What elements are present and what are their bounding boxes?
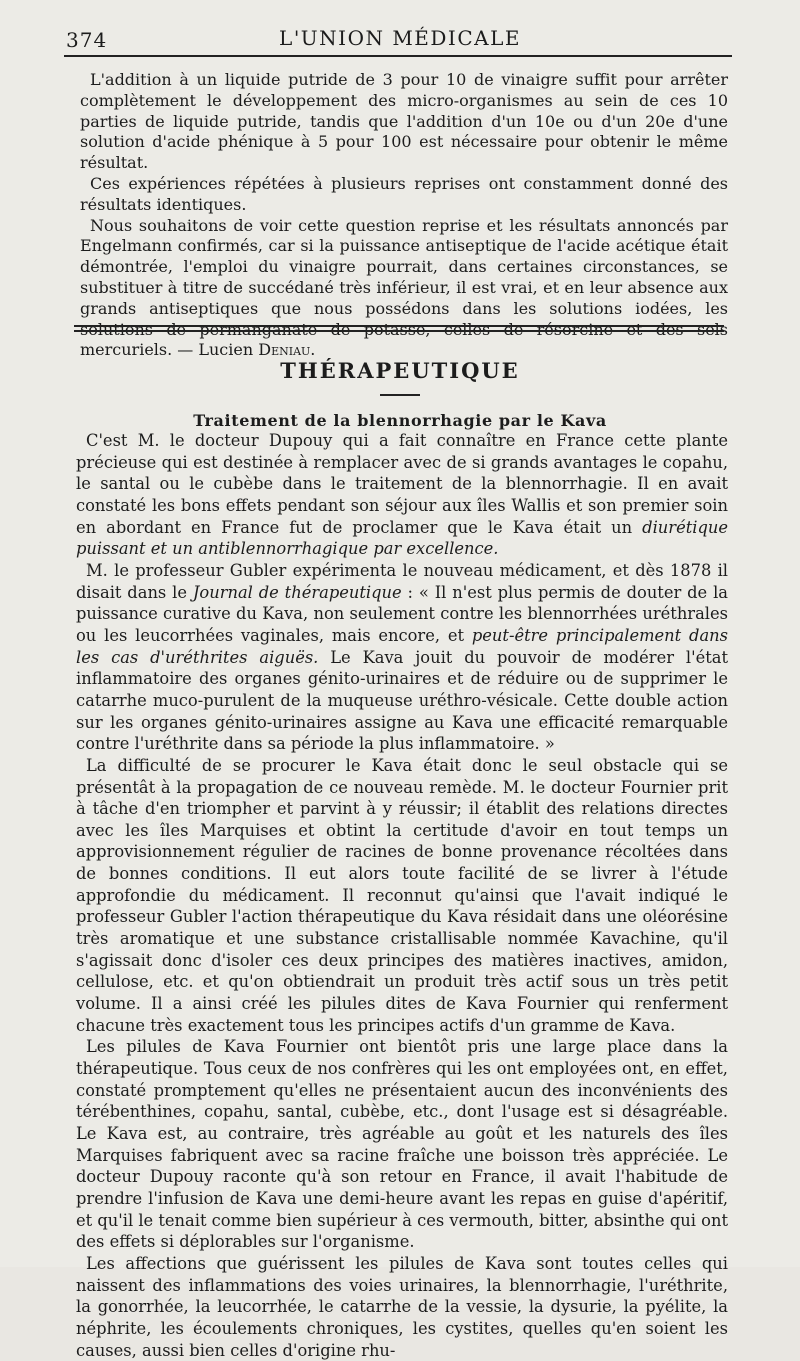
paragraph: Les pilules de Kava Fournier ont bientôt pris une large place dans la thérapeutique. Tous ceux de nos confrères qui les ont employées ont, en effet, constaté promptement qu'elles ne présentaient aucun des inconvénients des térébenthines, copahu, santal, cubèbe, etc., dont l'usage est si désagréable. Le Kava est, au contraire, très agréable au goût et les naturels des îles Marquises fabriquent avec sa racine fraîche une boisson très appréciée. Le docteur Dupouy raconte qu'à son retour en France, il avait l'habitude de prendre l'infusion de Kava une demi-heure avant les repas en guise d'apéritif, et qu'il le tenait comme bien supérieur à ces vermouth, bitter, absinthe qui ont des effets si déplorables sur l'organisme. [76, 1037, 728, 1252]
section-divider [74, 325, 724, 332]
section-title: THÉRAPEUTIQUE [280, 358, 520, 383]
header-rule [64, 55, 732, 57]
paragraph: L'addition à un liquide putride de 3 pour 10 de vinaigre suffit pour arrêter complètement le développement des micro-organismes au sein de ces 10 parties de liquide putride, tandis que l'addition d'un 10e ou d'un 20e d'une solution d'acide phénique à 5 pour 100 est nécessaire pour obtenir le même résultat. [80, 70, 728, 173]
paragraph: Les affections que guérissent les pilules de Kava sont toutes celles qui naissent des inflammations des voies urinaires, la blennorrhagie, l'uréthrite, la gonorrhée, la leucorrhée, le catarrhe de la vessie, la dysurie, la pyélite, la néphrite, les écoulements chroniques, les cystites, quelles qu'en soient les causes, aussi bien celles d'origine rhu- [76, 1253, 728, 1360]
italic-phrase: peut-être principalement dans les cas d'uréthrites aiguës. [76, 625, 728, 667]
paragraph-text: M. le professeur Gubler expérimenta le nouveau médicament, et dès 1878 il disait dans le [76, 560, 728, 602]
paragraph-text: Nous souhaitons de voir cette question reprise et les résultats annoncés par Engelmann confirmés, car si la puissance antiseptique de l'acide acétique était démontrée, l'emploi du vinaigre pourrait, dans certaines circonstances, se substituer à titre de succédané très inférieur, il est vrai, et en leur absence aux grands antiseptiques que nous possédons dans les solutions iodées, les solutions de permanganate de potasse, celles de résorcine et des sels mercuriels. — Lucien [80, 215, 728, 360]
first-section-text [80, 70, 728, 361]
italic-phrase: diurétique puissant et un antiblennorrhagique par excellence. [76, 517, 728, 559]
paragraph [76, 430, 728, 560]
page-header [0, 22, 800, 52]
paragraph: La difficulté de se procurer le Kava était donc le seul obstacle qui se présentât à la propagation de ce nouveau remède. M. le docteur Fournier prit à tâche d'en triompher et parvint à y réussir; il établit des relations directes avec les îles Marquises et obtint la certitude d'avoir en tout temps un approvisionnement régulier de racines de bonne provenance récoltées dans de bonnes conditions. Il eut alors toute facilité de se livrer à l'étude approfondie du médicament. Il reconnut qu'ainsi que l'avait indiqué le professeur Gubler l'action thérapeutique du Kava résidait dans une oléorésine très aromatique et une substance cristallisable nommée Kavachine, qu'il s'agissait donc d'isoler ces deux principes des matières inactives, amidon, cellulose, etc. et qu'on obtiendrait un produit très actif sous un très petit volume. Il a ainsi créé les pilules dites de Kava Fournier qui renferment chacune très exactement tous les principes actifs d'un gramme de Kava. [76, 755, 728, 1035]
paragraph-text: C'est M. le docteur Dupouy qui a fait connaître en France cette plante précieuse qui est destinée à remplacer avec de si grands avantages le copahu, le santal ou le cubèbe dans le traitement de la blennorrhagie. Il en avait constaté les bons effets pendant son séjour aux îles Wallis et son premier soin en abordant en France fut de proclamer que le Kava était un [76, 431, 728, 537]
section-title-rule [380, 394, 420, 396]
paragraph [76, 560, 728, 755]
page-number: 374 [66, 28, 108, 52]
paragraph-text: : « Il n'est plus permis de douter de la puissance curative du Kava, non seulement contre les blennorrhées uréthrales ou les leucorrhées vaginales, mais encore, et [76, 582, 728, 645]
paragraph [80, 216, 728, 362]
paragraph: Ces expériences répétées à plusieurs reprises ont constamment donné des résultats identiques. [80, 173, 728, 214]
paragraph-text: Le Kava jouit du pouvoir de modérer l'état inflammatoire des organes génito-urinaires et de réduire ou de supprimer le catarrhe muco-purulent de la muqueuse uréthro-vésicale. Cette double action sur les organes génito-urinaires assigne au Kava une efficacité remarquable contre l'uréthrite dans sa période la plus inflammatoire. » [76, 647, 728, 754]
author-signature: Deniau. [258, 340, 316, 360]
journal-title: Journal de thérapeutique [192, 582, 402, 602]
article-body [76, 430, 728, 1361]
article-title: Traitement de la blennorrhagie par le Kava [193, 411, 607, 430]
running-title: L'UNION MÉDICALE [279, 26, 521, 50]
